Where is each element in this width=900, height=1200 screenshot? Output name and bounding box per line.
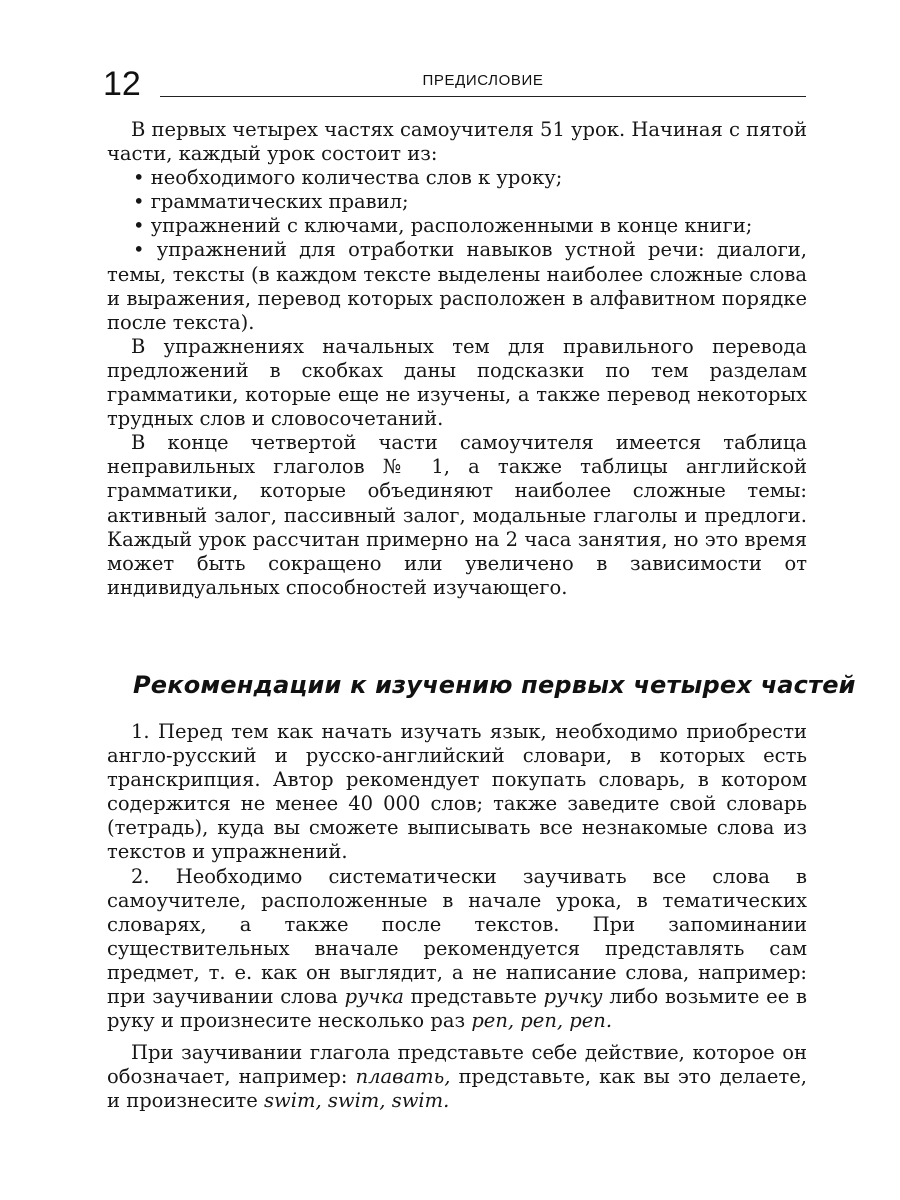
- page-header: [0, 0, 900, 110]
- page-number: 12: [103, 65, 141, 103]
- recommendation-item-3: [107, 1041, 807, 1113]
- intro-text: [107, 118, 807, 600]
- item3-emphasis-a: плавать,: [355, 1065, 451, 1089]
- item3-text-a: При заучивании глагола представьте себе действие, которое он обозначает, например:: [107, 1041, 807, 1089]
- bullet-item-3: • упражнений с ключами, расположенными в конце книги;: [107, 214, 807, 238]
- item3-emphasis-b: swim, swim, swim.: [264, 1089, 450, 1113]
- recommendations-text: [107, 720, 807, 1114]
- running-section-title: ПРЕДИСЛОВИЕ: [422, 72, 544, 89]
- item3-text-b: представьте, как вы это делаете, и произнесите: [107, 1065, 807, 1113]
- item2-text-a: 2. Необходимо систематически заучивать все слова в самоучителе, расположенные в начале урока, в тематических словарях, а также после текстов. При запоминании существительных вначале рекомендуется представлять сам предмет, т. е. как он выглядит, а не написание слова, например: при заучивании слова: [107, 864, 807, 1009]
- bullet-item-4: • упражнений для отработки навыков устной речи: диалоги, темы, тексты (в каждом тексте выделены наиболее сложные слова и выражения, перевод которых расположен в алфавитном порядке после текста).: [107, 238, 807, 334]
- recommendation-item-2: [107, 865, 807, 1034]
- item2-emphasis-b: ручку: [543, 985, 603, 1009]
- item2-emphasis-a: ручка: [344, 985, 404, 1009]
- item2-text-b: представьте: [410, 985, 537, 1009]
- item2-text-c: либо возьмите ее в руку и произнесите несколько раз: [107, 985, 807, 1033]
- intro-paragraph-2: В упражнениях начальных тем для правильного перевода предложений в скобках даны подсказки по тем разделам грамматики, которые еще не изучены, а также перевод некоторых трудных слов и словосочетаний.: [107, 334, 807, 431]
- bullet-item-2: • грамматических правил;: [107, 190, 807, 214]
- bullet-item-1: • необходимого количества слов к уроку;: [107, 166, 807, 190]
- recommendation-item-1: 1. Перед тем как начать изучать язык, необходимо приобрести англо-русский и русско-английский словари, в которых есть транскрипция. Автор рекомендует покупать словарь, в котором содержится не менее 40 000 слов; также заведите свой словарь (тетрадь), куда вы сможете выписывать все незнакомые слова из текстов и упражнений.: [107, 720, 807, 864]
- intro-paragraph-1: В первых четырех частях самоучителя 51 урок. Начиная с пятой части, каждый урок состоит из:: [107, 118, 807, 166]
- intro-paragraph-3: В конце четвертой части самоучителя имеется таблица неправильных глаголов № 1, а также таблицы английской грамматики, которые объединяют наиболее сложные темы: активный залог, пассивный залог, модальные глаголы и предлоги. Каждый урок рассчитан примерно на 2 часа занятия, но это время может быть сокращено или увеличено в зависимости от индивидуальных способностей изучающего.: [107, 431, 807, 599]
- item2-emphasis-c: pen, pen, pen.: [471, 1009, 613, 1033]
- recommendations-heading: Рекомендации к изучению первых четырех частей: [133, 671, 856, 699]
- header-rule: [160, 96, 806, 97]
